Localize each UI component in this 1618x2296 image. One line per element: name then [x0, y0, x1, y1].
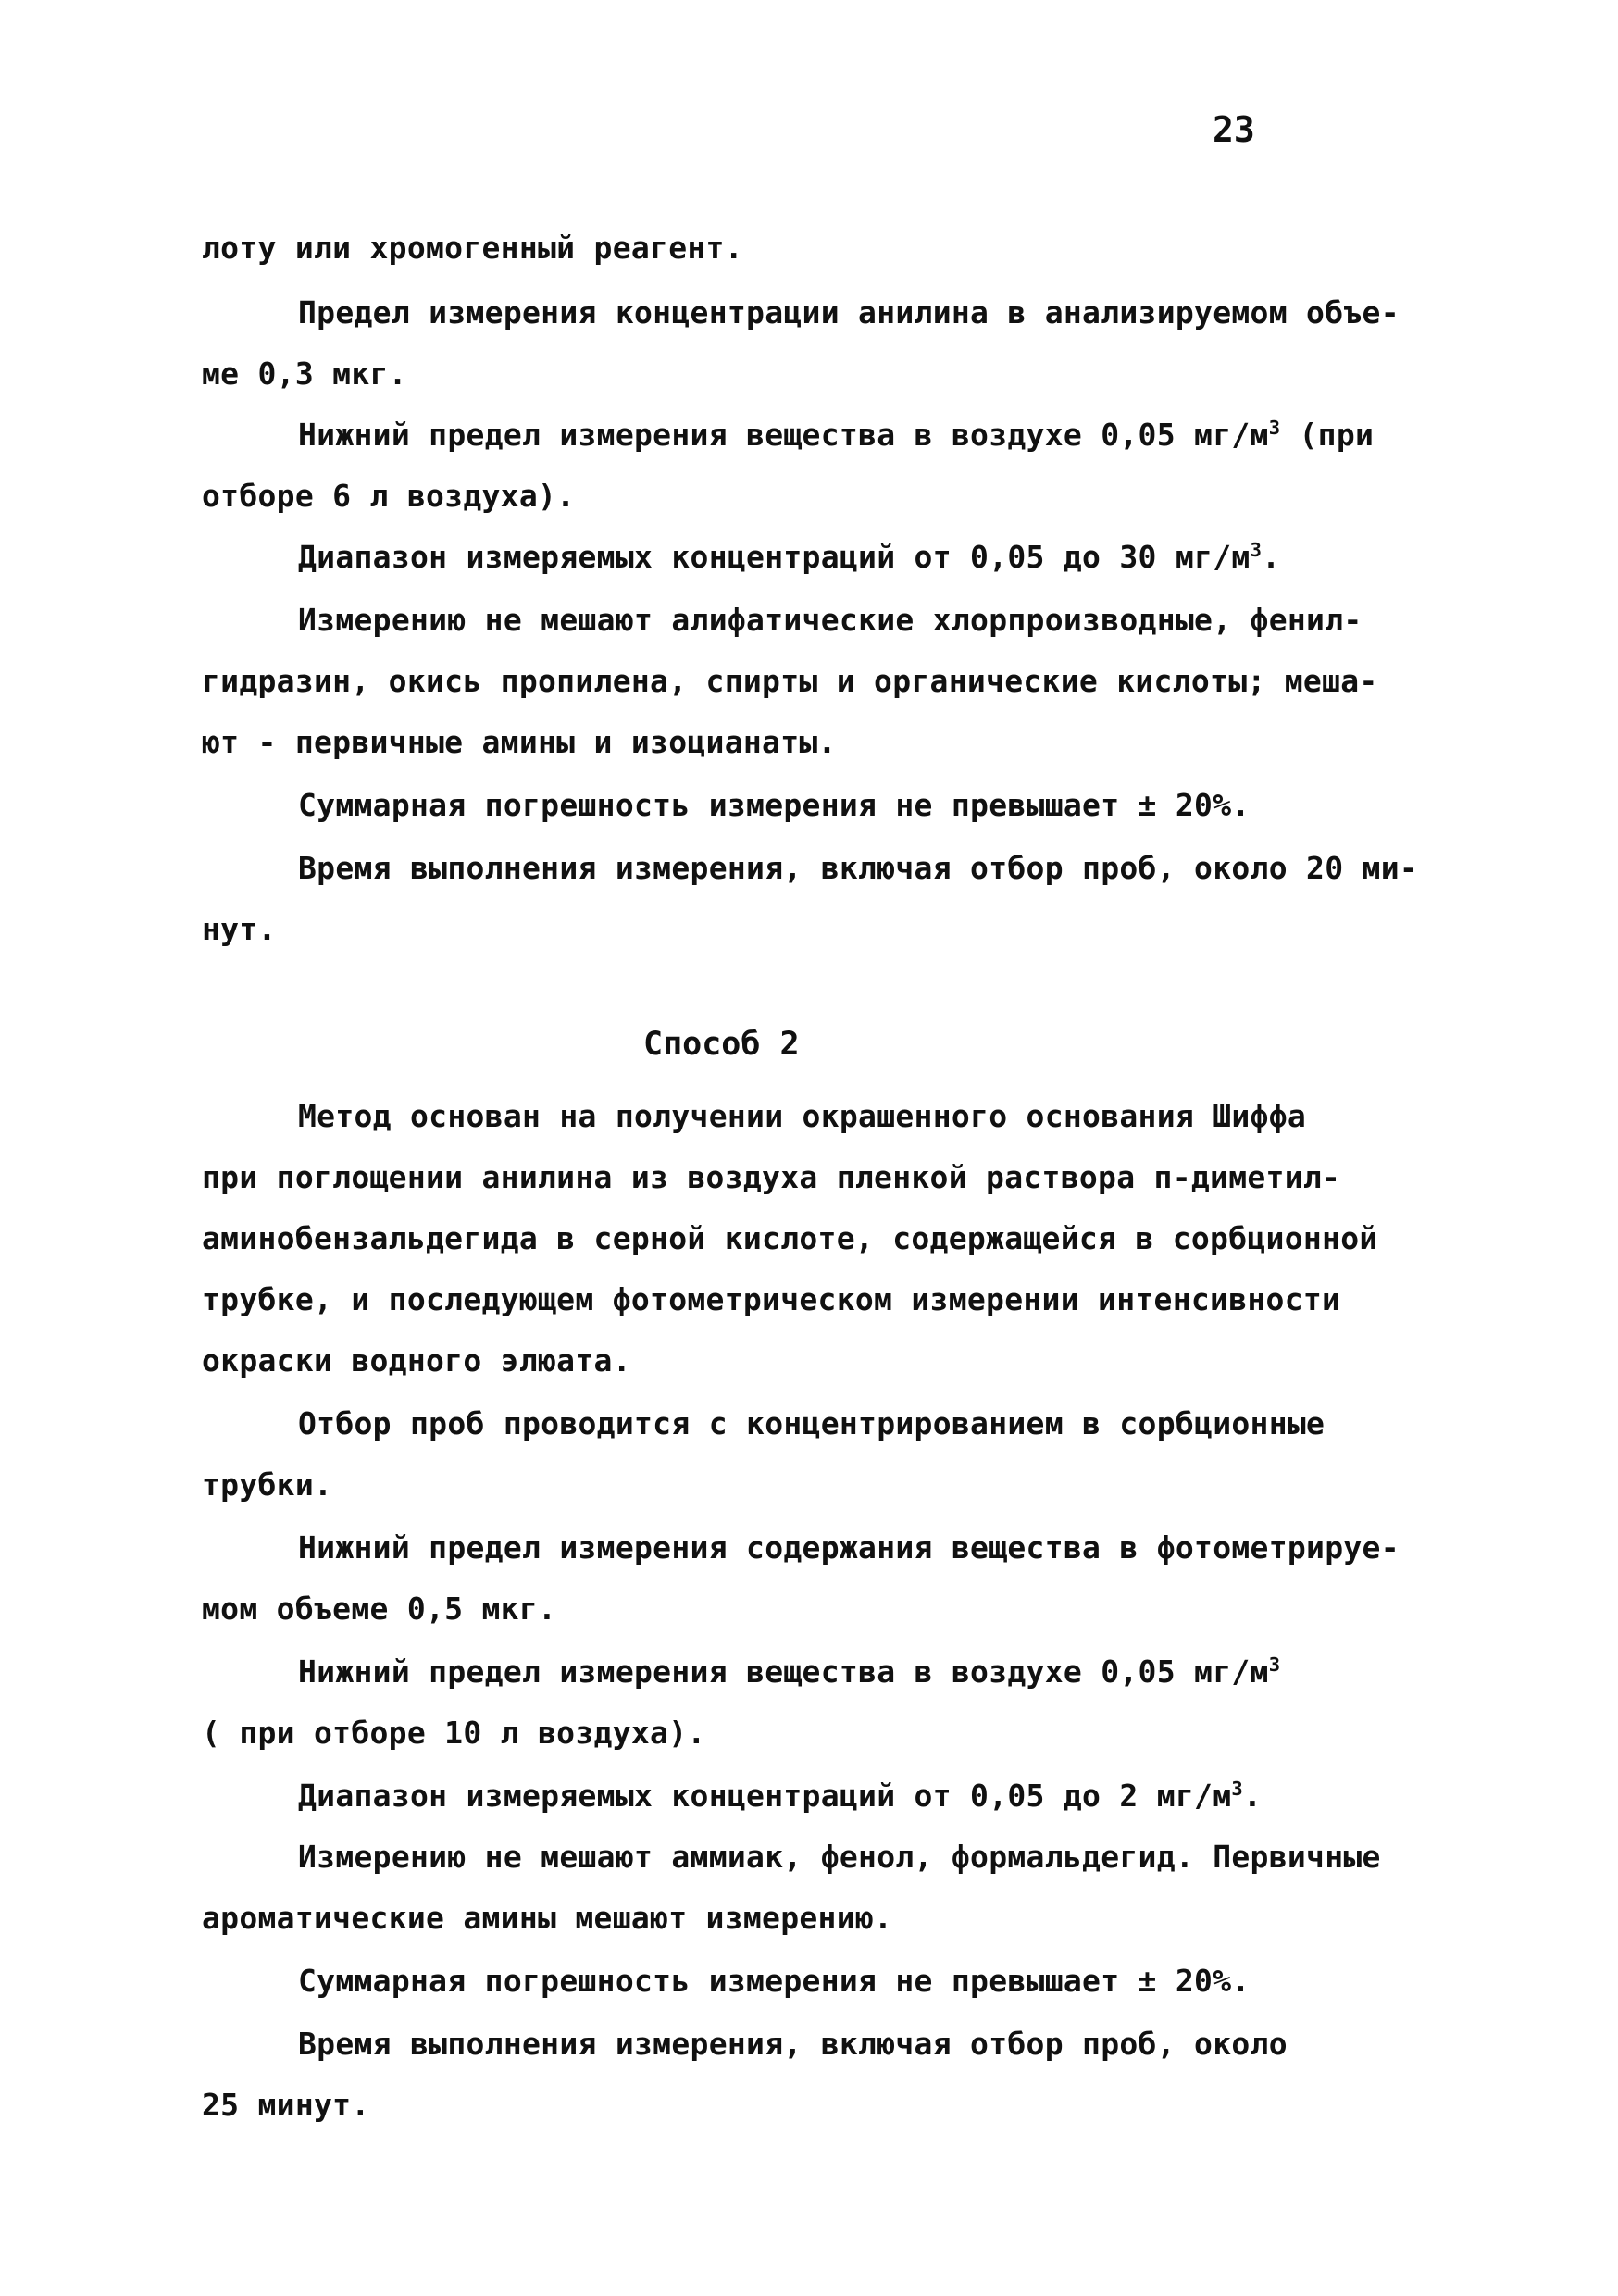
- text-line: при поглощении анилина из воздуха пленкой раствора п-диметил-: [202, 1159, 1341, 1195]
- text-line: [298, 1778, 1262, 1814]
- text-line: [298, 417, 1374, 453]
- text-line: Измерению не мешают алифатические хлорпроизводные, фенил-: [298, 602, 1363, 638]
- text-line: Суммарная погрешность измерения не превышает ± 20%.: [298, 787, 1251, 823]
- text-line: мом объеме 0,5 мкг.: [202, 1591, 557, 1627]
- text-line: Время выполнения измерения, включая отбор проб, около 20 ми-: [298, 850, 1419, 886]
- text-segment: .: [1262, 539, 1281, 575]
- text-line: 25 минут.: [202, 2087, 370, 2123]
- text-segment: Диапазон измеряемых концентраций от 0,05 до 30 мг/м: [298, 539, 1251, 575]
- text-line: гидразин, окись пропилена, спирты и органические кислоты; меша-: [202, 663, 1378, 699]
- text-line: трубке, и последующем фотометрическом измерении интенсивности: [202, 1281, 1341, 1317]
- text-line: Суммарная погрешность измерения не превышает ± 20%.: [298, 1963, 1251, 1999]
- text-segment: Диапазон измеряемых концентраций от 0,05 до 2 мг/м: [298, 1778, 1232, 1814]
- text-line: Отбор проб проводится с концентрированием в сорбционные: [298, 1405, 1326, 1441]
- superscript: 3: [1250, 539, 1263, 561]
- text-line: [298, 1653, 1280, 1690]
- superscript: 3: [1231, 1778, 1243, 1800]
- text-segment: Нижний предел измерения вещества в воздухе 0,05 мг/м: [298, 1653, 1269, 1690]
- text-line: окраски водного элюата.: [202, 1342, 631, 1379]
- text-line: Измерению не мешают аммиак, фенол, формальдегид. Первичные: [298, 1839, 1381, 1875]
- superscript: 3: [1268, 1653, 1281, 1676]
- text-line: нут.: [202, 911, 277, 947]
- text-line: лоту или хромогенный реагент.: [202, 230, 743, 266]
- section-heading: Способ 2: [643, 1026, 800, 1063]
- text-line: Предел измерения концентрации анилина в анализируемом объе-: [298, 294, 1400, 331]
- text-line: ют - первичные амины и изоцианаты.: [202, 724, 837, 760]
- text-line: Метод основан на получении окрашенного основания Шиффа: [298, 1098, 1307, 1134]
- text-line: ( при отборе 10 л воздуха).: [202, 1715, 706, 1751]
- superscript: 3: [1268, 417, 1281, 439]
- text-line: Время выполнения измерения, включая отбор проб, около: [298, 2026, 1288, 2062]
- text-line: отборе 6 л воздуха).: [202, 478, 576, 514]
- text-segment: (при: [1280, 417, 1375, 453]
- text-segment: .: [1243, 1778, 1263, 1814]
- text-line: [298, 539, 1280, 575]
- text-line: аминобензальдегида в серной кислоте, содержащейся в сорбционной: [202, 1220, 1378, 1256]
- text-line: трубки.: [202, 1466, 333, 1503]
- text-line: Нижний предел измерения содержания вещества в фотометрируе-: [298, 1529, 1400, 1566]
- text-segment: Нижний предел измерения вещества в воздухе 0,05 мг/м: [298, 417, 1269, 453]
- text-line: ароматические амины мешают измерению.: [202, 1900, 893, 1936]
- page-number: 23: [1213, 109, 1255, 150]
- text-line: ме 0,3 мкг.: [202, 356, 407, 392]
